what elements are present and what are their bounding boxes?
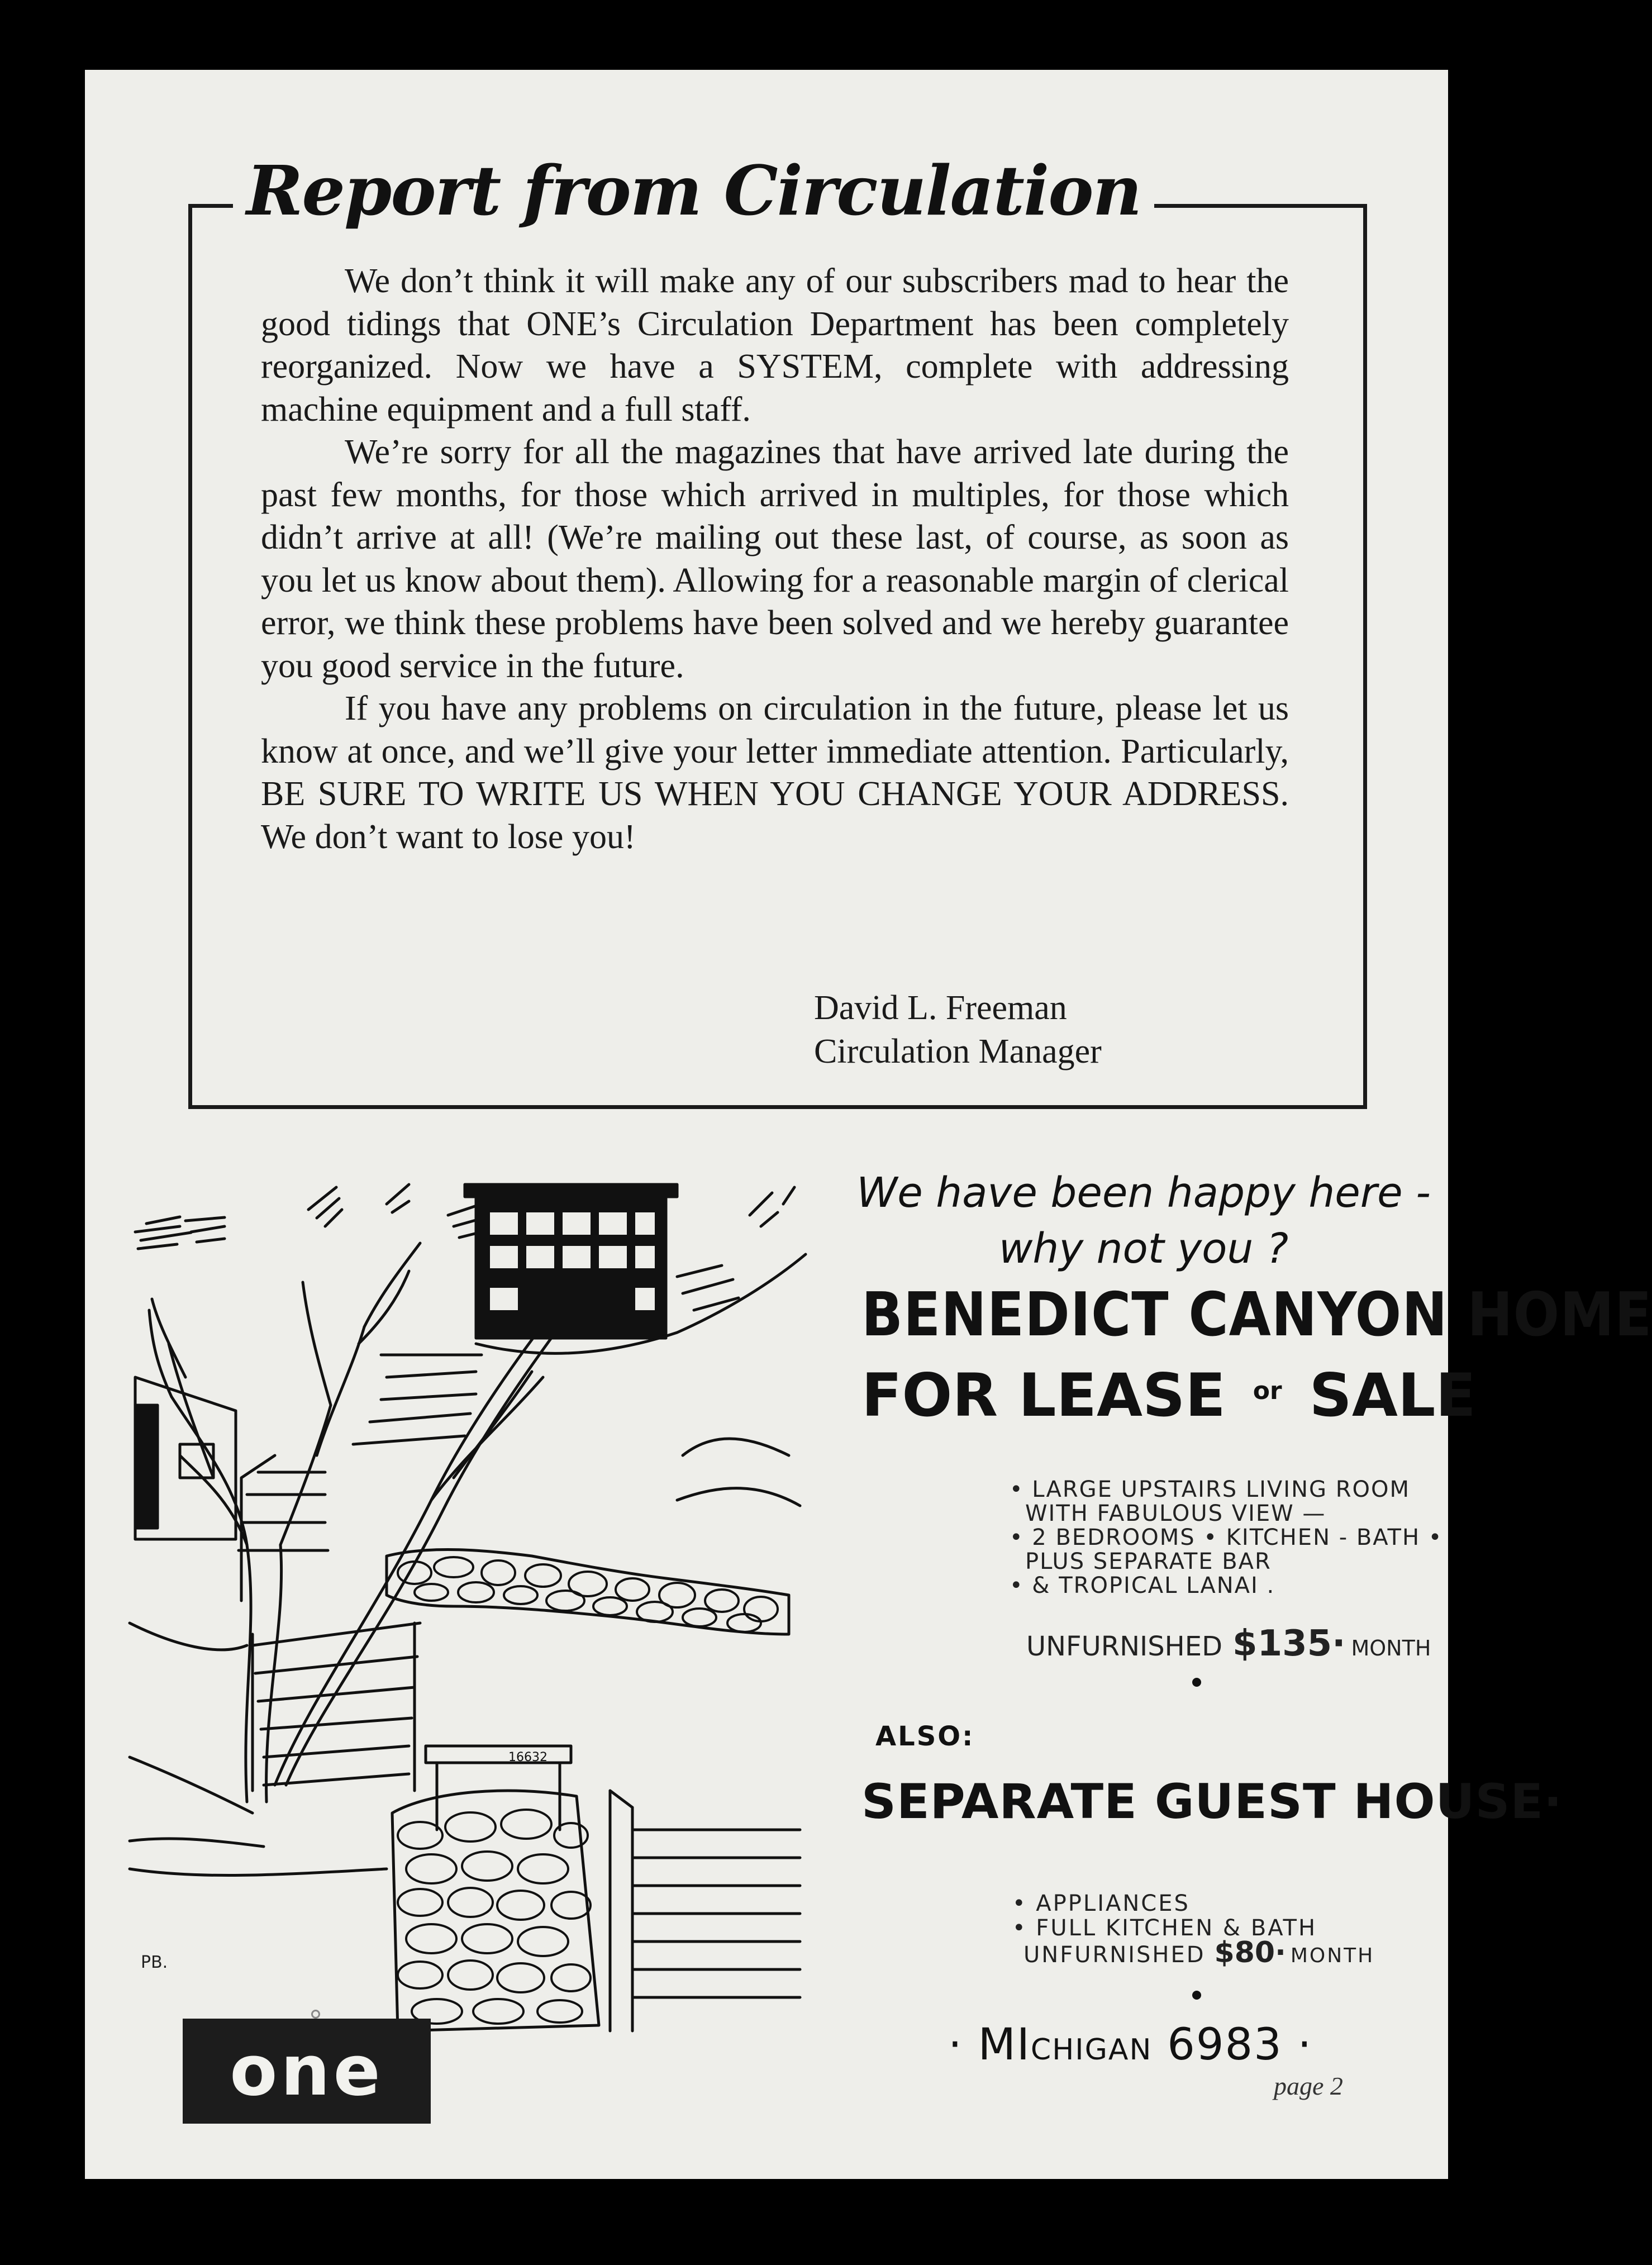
ad-headline xyxy=(856,1165,1431,1277)
guest-features xyxy=(1012,1891,1448,1968)
house-illustration xyxy=(118,1143,845,2048)
phone-digits: 6983 · xyxy=(1167,2020,1313,2070)
gate-sign: 16632 xyxy=(508,1750,548,1764)
phone-number xyxy=(948,2020,1312,2070)
separator-dot xyxy=(1192,1991,1201,2000)
also-label: ALSO: xyxy=(875,1721,975,1752)
home-price-period: MONTH xyxy=(1351,1636,1431,1660)
ad-subtitle xyxy=(861,1361,1476,1430)
ad-lease: FOR LEASE xyxy=(861,1361,1226,1430)
guest-house-title: SEPARATE GUEST HOUSE· xyxy=(861,1774,1563,1830)
report-title: Report from Circulation xyxy=(233,156,1154,225)
phone-exchange: CHIGAN xyxy=(1030,2033,1153,2067)
guest-feature-line: • APPLIANCES xyxy=(1012,1891,1190,1916)
report-paragraph-1: We don’t think it will make any of our subscribers mad to hear the good tidings that ONE’s Circulation Department has been completely reorganized. Now we have a SYSTEM, complete with addressing machine equipment and a full staff. xyxy=(261,262,1289,429)
one-logo-text: one xyxy=(230,2031,384,2111)
report-body xyxy=(261,260,1289,858)
signature-title: Circulation Manager xyxy=(814,1032,1102,1070)
magazine-page xyxy=(85,70,1652,2179)
guest-unfurnished: UNFURNISHED xyxy=(1023,1942,1206,1968)
feature-line: WITH FABULOUS VIEW — xyxy=(1025,1501,1326,1526)
guest-feature-line: • FULL KITCHEN & BATH xyxy=(1012,1915,1317,1941)
home-price xyxy=(1026,1623,1431,1664)
signature xyxy=(814,986,1102,1073)
report-paragraph-3: If you have any problems on circulation in the future, please let us know at once, and we’ll give your letter immediate attention. Particularly, BE SURE TO WRITE US WHEN YOU CHANGE YOUR ADDRESS. We don’t want to lose you! xyxy=(261,689,1289,856)
rental-ad xyxy=(772,1131,1652,2109)
guest-price xyxy=(1012,1936,1448,1969)
ad-headline-line2: why not you ? xyxy=(998,1225,1289,1273)
guest-price-amount: $80· xyxy=(1214,1936,1286,1969)
separator-dot xyxy=(1192,1678,1201,1687)
ad-or: or xyxy=(1253,1377,1282,1405)
home-features xyxy=(1010,1478,1456,1598)
phone-prefix: · MI xyxy=(948,2020,1031,2070)
page-number: page 2 xyxy=(1274,2072,1343,2100)
home-price-amount: $135· xyxy=(1232,1623,1346,1664)
feature-line: • 2 BEDROOMS • KITCHEN - BATH • xyxy=(1010,1525,1443,1550)
ad-sale: SALE xyxy=(1309,1361,1476,1430)
one-logo xyxy=(183,2019,431,2124)
feature-line: PLUS SEPARATE BAR xyxy=(1025,1549,1272,1574)
home-unfurnished: UNFURNISHED xyxy=(1026,1631,1223,1662)
report-paragraph-2: We’re sorry for all the magazines that have arrived late during the past few months, for those which arrived in multiples, for those which didn’t arrive at all! (We’re mailing out these last, of course, as soon as you let us know about them). Allowing for a reasonable margin of clerical error, we think these problems have been solved and we hereby guarantee you good service in the future. xyxy=(261,433,1289,685)
ad-title: BENEDICT CANYON HOME xyxy=(861,1280,1652,1350)
signature-name: David L. Freeman xyxy=(814,989,1067,1027)
logo-dot xyxy=(311,2010,320,2019)
artist-initials: PB. xyxy=(141,1953,168,1972)
feature-line: • LARGE UPSTAIRS LIVING ROOM xyxy=(1010,1477,1410,1502)
feature-line: • & TROPICAL LANAI . xyxy=(1010,1573,1275,1598)
guest-price-period: MONTH xyxy=(1290,1944,1375,1967)
ad-headline-line1: We have been happy here - xyxy=(856,1169,1431,1217)
